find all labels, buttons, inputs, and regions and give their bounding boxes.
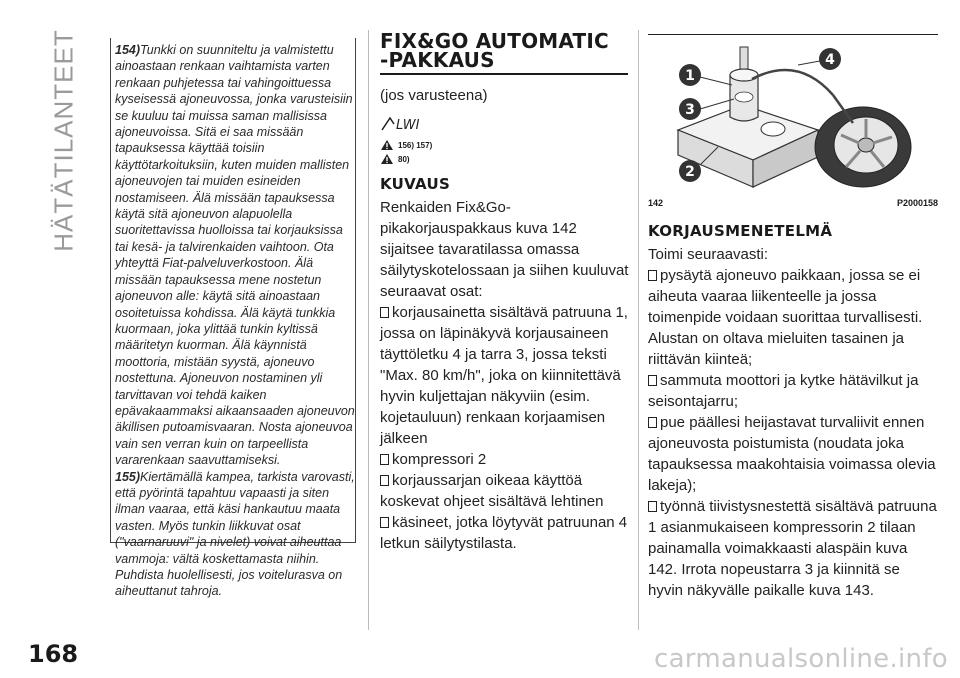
kuvaus-item: [380, 470, 630, 512]
middle-column: [380, 30, 630, 554]
kuvaus-intro: Renkaiden Fix&Go-pikakorjauspakkaus kuva 142 sijaitsee tavaratilassa omassa säilytyskotelossaan ja siihen kuuluvat seuraavat osat:: [380, 199, 629, 300]
korjausmenetelma-heading: KORJAUSMENETELMÄ: [648, 222, 833, 240]
svg-text:LWI: LWI: [396, 118, 420, 132]
warning-refs: 156) 157): [398, 140, 433, 150]
kuvaus-item: [380, 302, 630, 449]
checkbox-bullet-icon: [648, 417, 657, 428]
checkbox-bullet-icon: [380, 454, 389, 465]
caution-refs-row: [380, 153, 630, 165]
section-title-rule: [380, 73, 628, 75]
column-divider-left: [368, 30, 369, 630]
repair-kit-illustration: [648, 35, 938, 195]
kuvaus-item-text: kompressori 2: [392, 451, 487, 468]
warning-154-number: 154): [115, 43, 141, 57]
korjaus-step: [648, 265, 938, 370]
warning-refs-row: [380, 139, 630, 151]
checkbox-bullet-icon: [648, 270, 657, 281]
watermark: carmanualsonline.info: [653, 644, 948, 674]
callout-3: [679, 98, 701, 120]
warning-154-text: Tunkki on suunniteltu ja valmistettu ainoastaan renkaan vaihtamista varten renkaan puhjetessa tai vahingoittuessa kyseisessä ajoneuvossa, jonka varusteisiin se kuuluu tai muissa saman mallisissa ajoneuvoissa. Sitä ei saa missään tapauksessa käyttää toisiin käyttötarkoituksiin, kuten muiden mallisten ajoneuvojen tai muiden esineiden nostamiseen. Älä missään tapauksessa käytä sitä ajoneuvon alapuolella suoritettavissa huolloissa tai korjauksissa tai kesä- ja talvirenkaiden vaihtoon. Ota yhteyttä Fiat-palveluverkostoon. Älä missään tapauksessa mene nostetun ajoneuvon alle: käytä sitä ainoastaan osoitetuissa kohdissa. Älä käytä tunkkia kuormaan, joka ylittää tunkin kyltissä määritetyn kuorman. Älä käynnistä moottoria, mistään syystä, ajoneuvo nostettuna. Ajoneuvon nostaminen yli tarvittavan voi tehdä kaiken epävakaammaksi aikaansaaden ajoneuvon äkillisen putoamisvaaran. Nosta ajoneuvoa vain sen verran kuin on tarpeellista vararenkaan saavuttamiseksi.: [115, 43, 355, 468]
korjaus-intro: Toimi seuraavasti:: [648, 246, 769, 263]
caution-refs: 80): [398, 154, 410, 164]
korjaus-step: [648, 370, 938, 412]
caution-icon: [380, 153, 394, 165]
callout-4-label: 4: [825, 52, 835, 68]
warning-154: [115, 42, 357, 469]
optional-equipment-icon: [380, 114, 630, 137]
right-column: [648, 30, 938, 601]
checkbox-bullet-icon: [380, 517, 389, 528]
optional-note: (jos varusteena): [380, 87, 488, 104]
page-number: 168: [28, 640, 79, 668]
checkbox-bullet-icon: [648, 501, 657, 512]
korjaus-step-text: sammuta moottori ja kytke hätävilkut ja seisontajarru;: [648, 372, 919, 410]
figure-number: 142: [648, 198, 664, 208]
checkbox-bullet-icon: [648, 375, 657, 386]
callout-4: [819, 48, 841, 70]
warning-triangle-icon: [380, 139, 394, 151]
kuvaus-item: [380, 449, 630, 470]
figure-code: P2000158: [896, 198, 938, 208]
callout-2-label: 2: [685, 164, 695, 180]
kuvaus-item: [380, 512, 630, 554]
warning-155-number: 155): [115, 469, 141, 484]
warning-155: [115, 469, 357, 600]
section-title-line1: FIX&GO AUTOMATIC: [380, 29, 609, 53]
section-title: [380, 30, 630, 70]
section-title-line2: -PAKKAUS: [380, 48, 495, 72]
callout-3-label: 3: [685, 102, 695, 118]
kuvaus-item-text: käsineet, jotka löytyvät patruunan 4 letkun säilytystilasta.: [380, 514, 628, 552]
korjaus-step-text: pue päällesi heijastavat turvaliivit ennen ajoneuvosta poistumista (noudata joka tapauksessa maakohtaisia voimassa olevia lakeja);: [648, 414, 936, 494]
callout-1-label: 1: [685, 68, 695, 84]
chapter-side-title: [40, 28, 88, 252]
figure-142: [648, 34, 938, 195]
korjaus-step-text: pysäytä ajoneuvo paikkaan, jossa se ei aiheuta vaaraa liikenteelle ja jossa toimenpide voidaan suorittaa turvallisesti. Alustan on oltava mieluiten tasainen ja riittävän kiinteä;: [648, 267, 923, 368]
warning-155-text: Kiertämällä kampea, tarkista varovasti, että pyörintä tapahtuu vapaasti ja siten ilman vaaraa, että käsi hankautuu maata vasten. Myös tunkin liikkuvat osat ("vaarnaruuvi" ja nivelet) voivat aiheuttaa vammoja: vältä koskettamasta niihin. Puhdista huolellisesti, jos voitelurasva on aiheuttanut tahroja.: [115, 469, 355, 599]
column-divider-right: [638, 30, 639, 630]
warnings-box: [110, 38, 356, 599]
korjaus-step-text: työnnä tiivistysnestettä sisältävä patruuna 1 asianmukaiseen kompressorin 2 tilaan painamalla voimakkaasti alaspäin kuva 142. Irrota nopeustarra 3 ja kiinnitä se hyvin näkyvälle paikalle kuva 143.: [648, 498, 937, 599]
korjaus-step: [648, 412, 938, 496]
callout-2: [679, 160, 701, 182]
checkbox-bullet-icon: [380, 307, 389, 318]
korjaus-step: [648, 496, 938, 601]
kuvaus-item-text: korjaussarjan oikeaa käyttöä koskevat ohjeet sisältävä lehtinen: [380, 472, 604, 510]
callout-1: [679, 64, 701, 86]
chapter-side-title-text: HÄTÄTILANTEET: [48, 28, 79, 252]
kuvaus-heading: KUVAUS: [380, 175, 451, 193]
kuvaus-item-text: korjausainetta sisältävä patruuna 1, jossa on läpinäkyvä korjausaineen täyttöletku 4 ja tarra 3, jossa teksti "Max. 80 km/h", joka on kiinnitettävä hyvin kuljettajan näkyviin (esim. kojetauluun) renkaan korjaamisen jälkeen: [380, 304, 628, 447]
figure-caption: [648, 198, 938, 208]
checkbox-bullet-icon: [380, 475, 389, 486]
